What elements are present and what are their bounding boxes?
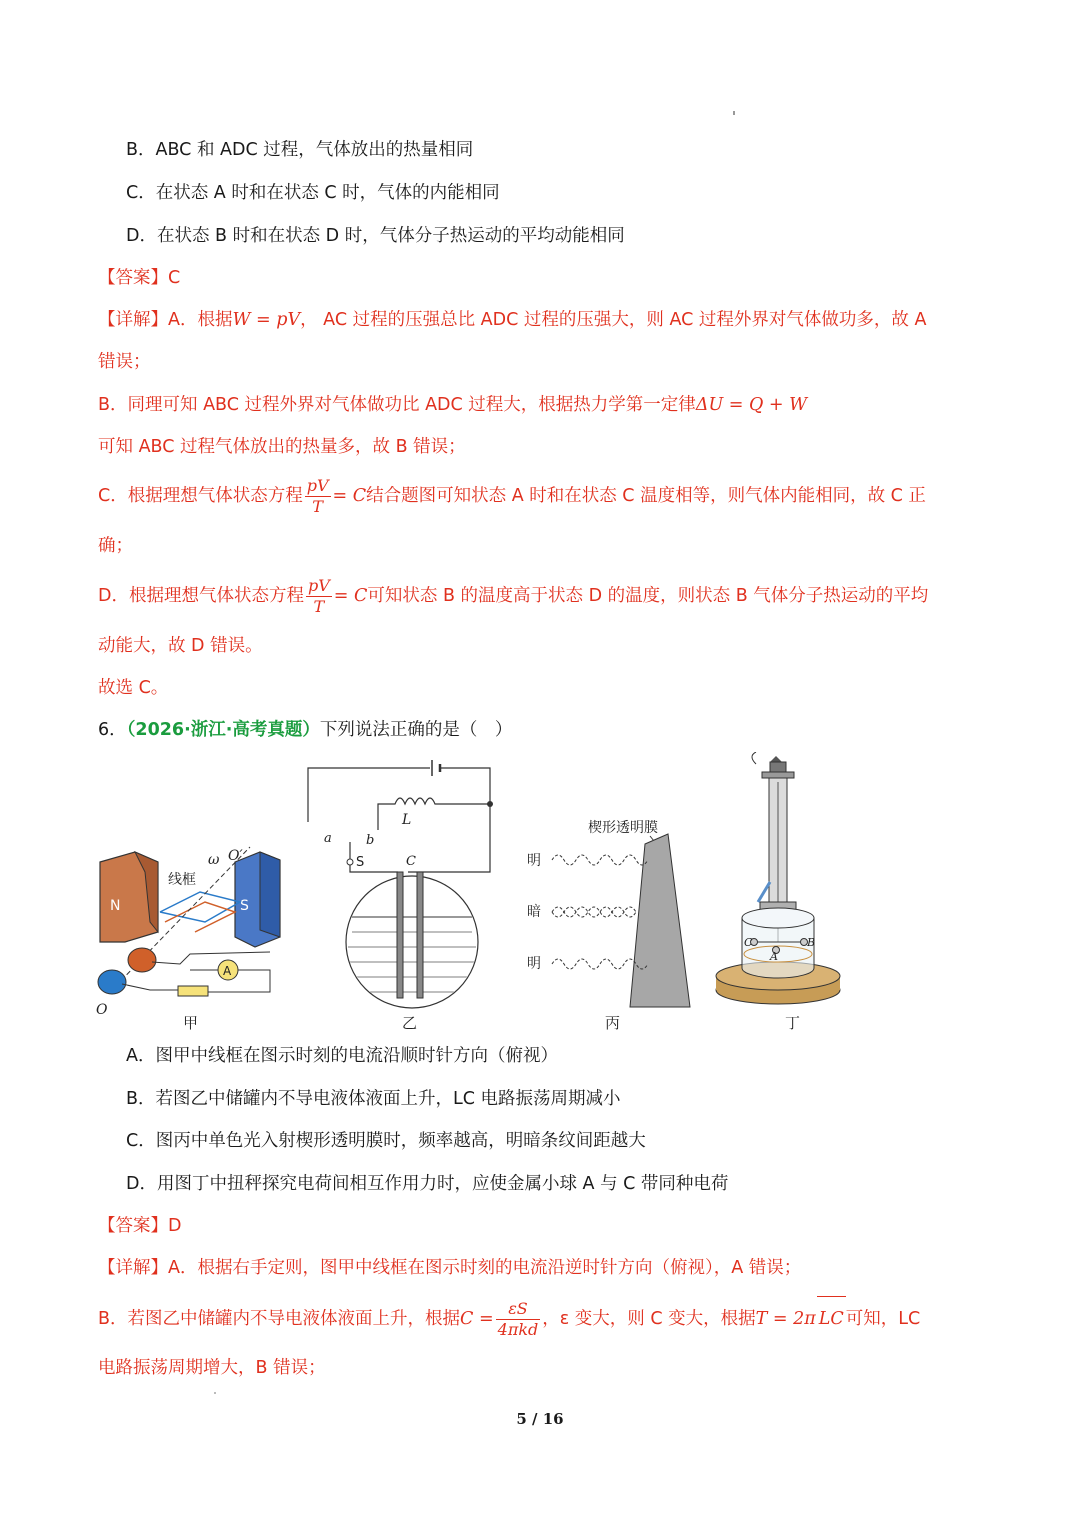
q6-option-a: A．图甲中线框在图示时刻的电流沿顺时针方向（俯视）: [126, 1046, 558, 1066]
text: C．根据理想气体状态方程: [98, 486, 303, 506]
denominator: T: [312, 496, 323, 516]
text: A．根据: [168, 310, 233, 330]
torsion-cap: [762, 772, 794, 778]
q5-conclusion: 故选 C。: [98, 678, 169, 698]
magnet-s-side: [260, 852, 280, 937]
label-omega: ω: [208, 852, 220, 868]
denominator: 4πkd: [497, 1319, 539, 1339]
formula-work: W = pV: [232, 310, 301, 330]
q6-option-c: C．图丙中单色光入射楔形透明膜时，频率越高，明暗条纹间距越大: [126, 1131, 646, 1151]
wire: [208, 970, 270, 992]
q6-option-b: B．若图乙中储罐内不导电液体液面上升，LC 电路振荡周期减小: [126, 1089, 621, 1109]
wave-bright-1: [552, 855, 648, 865]
coil-blue: [160, 892, 240, 922]
label-o: O: [96, 1002, 108, 1018]
label-bright-1: 明: [527, 853, 541, 869]
slip-ring-1: [128, 948, 156, 972]
text: 可知，LC: [845, 1309, 921, 1329]
label-l: L: [402, 812, 412, 828]
q6-detail-b-line2: 电路振荡周期增大，B 错误；: [98, 1358, 326, 1378]
torsion-head: [770, 762, 786, 772]
q6-detail-b-line1: [98, 1296, 920, 1341]
inductor: [378, 798, 490, 830]
text: 可知状态 B 的温度高于状态 D 的温度，则状态 B 气体分子热运动的平均: [367, 586, 929, 606]
rotation-arrow: [752, 752, 756, 764]
label-n: N: [110, 898, 121, 914]
label-coil: 线框: [168, 872, 196, 888]
label-o-prime: O′: [228, 848, 243, 864]
label-ammeter: A: [223, 964, 232, 978]
label-b: b: [366, 833, 375, 848]
q5-detail-b-line1: [98, 393, 807, 417]
scan-speck: [733, 111, 735, 115]
label-bright-2: 明: [527, 956, 541, 972]
q5-detail-a-line1: [98, 308, 926, 332]
text: 结合题图可知状态 A 时和在状态 C 温度相等，则气体内能相同，故 C 正: [366, 486, 926, 506]
q6-stem: [98, 718, 512, 742]
glass-cover-top: [742, 908, 814, 928]
text: ，ε 变大，则 C 变大，根据: [542, 1309, 756, 1329]
q6-option-d: D．用图丁中扭秤探究电荷间相互作用力时，应使金属小球 A 与 C 带同种电荷: [126, 1174, 729, 1194]
formula-period: T = 2π: [755, 1309, 816, 1329]
question-number: 6．: [98, 720, 127, 740]
label-switch-s: S: [356, 855, 365, 870]
label-ding-c: C: [744, 936, 753, 949]
text: ， AC 过程的压强总比 ADC 过程的压强大，则 AC 过程外界对气体做功多，故 A: [300, 310, 927, 330]
answer-label: 【答案】: [98, 268, 168, 288]
figure-jia: [96, 847, 280, 1032]
label-ding-b: B: [807, 936, 816, 949]
label-a: a: [324, 831, 332, 846]
text: D．根据理想气体状态方程: [98, 586, 304, 606]
q5-detail-c-line2: 确；: [98, 536, 133, 556]
formula-sqrt-lc: LC: [817, 1296, 846, 1341]
q6-detail-a: [98, 1256, 801, 1280]
q5-option-d: D．在状态 B 时和在状态 D 时，气体分子热运动的平均动能相同: [126, 226, 625, 246]
q5-detail-d-line1: [98, 574, 928, 618]
figure-bing: [527, 819, 690, 1032]
answer-value: D: [168, 1216, 182, 1236]
wire: [408, 768, 490, 872]
slip-ring-2: [98, 970, 126, 994]
switch-pivot: [347, 859, 353, 865]
label-ding-a: A: [770, 950, 778, 963]
scan-speck: [214, 1392, 216, 1394]
caption-yi: 乙: [402, 1014, 418, 1032]
capacitor-plate-left: [397, 872, 403, 998]
q5-detail-b-line2: 可知 ABC 过程气体放出的热量多，故 B 错误；: [98, 437, 466, 457]
page-number: 5 / 16: [516, 1410, 564, 1428]
numerator: pV: [307, 575, 330, 595]
formula-eq: = C: [333, 586, 368, 606]
figure-yi: [308, 760, 493, 1032]
caption-jia: 甲: [183, 1014, 199, 1032]
resistor: [178, 986, 208, 996]
formula-first-law: ΔU = Q + W: [695, 395, 808, 415]
question-text: 下列说法正确的是（ ）: [319, 720, 513, 740]
wire: [308, 768, 430, 822]
text: A．根据右手定则，图甲中线框在图示时刻的电流沿逆时针方向（俯视），A 错误；: [168, 1258, 802, 1278]
q5-detail-c-line1: [98, 474, 926, 518]
numerator: εS: [496, 1299, 541, 1320]
q5-option-b: B．ABC 和 ADC 过程，气体放出的热量相同: [126, 140, 474, 160]
wave-dark-a: [552, 907, 636, 917]
fraction-pv-over-t: [305, 476, 331, 517]
wave-dark-b: [552, 907, 636, 917]
label-s: S: [240, 898, 249, 914]
detail-label: 【详解】: [98, 310, 168, 330]
insulated-rod: [758, 882, 770, 902]
label-c: C: [406, 854, 416, 869]
text: B．若图乙中储罐内不导电液体液面上升，根据: [98, 1309, 461, 1329]
text: B．同理可知 ABC 过程外界对气体做功比 ADC 过程大，根据热力学第一定律: [98, 395, 696, 415]
q5-answer: [98, 266, 180, 290]
denominator: T: [313, 596, 325, 616]
liquid: [340, 917, 490, 1017]
formula-capacitance-lhs: C =: [460, 1309, 494, 1329]
figure-ding: [716, 752, 840, 1032]
coil-orange: [165, 902, 235, 932]
q6-answer: [98, 1214, 181, 1238]
wire: [122, 984, 180, 990]
q5-detail-d-line2: 动能大，故 D 错误。: [98, 636, 263, 656]
q5-option-c: C．在状态 A 时和在状态 C 时，气体的内能相同: [126, 183, 500, 203]
detail-label: 【详解】: [98, 1258, 168, 1278]
answer-value: C: [168, 268, 181, 288]
caption-bing: 丙: [605, 1014, 621, 1032]
label-wedge-film: 楔形透明膜: [588, 820, 658, 836]
fraction-capacitance: [496, 1299, 541, 1340]
label-dark: 暗: [527, 904, 541, 920]
wedge-film: [630, 834, 690, 1007]
question-source: （2026·浙江·高考真题）: [126, 720, 320, 740]
wire: [152, 952, 270, 964]
q6-figure: [90, 752, 850, 1037]
capacitor-plate-right: [417, 872, 423, 998]
formula-eq: = C: [332, 486, 367, 506]
fraction-pv-over-t: [306, 576, 332, 617]
caption-ding: 丁: [785, 1014, 801, 1032]
numerator: pV: [306, 475, 329, 495]
q5-detail-a-line2: 错误；: [98, 352, 151, 372]
torsion-knob-top: [770, 756, 782, 762]
answer-label: 【答案】: [98, 1216, 168, 1236]
